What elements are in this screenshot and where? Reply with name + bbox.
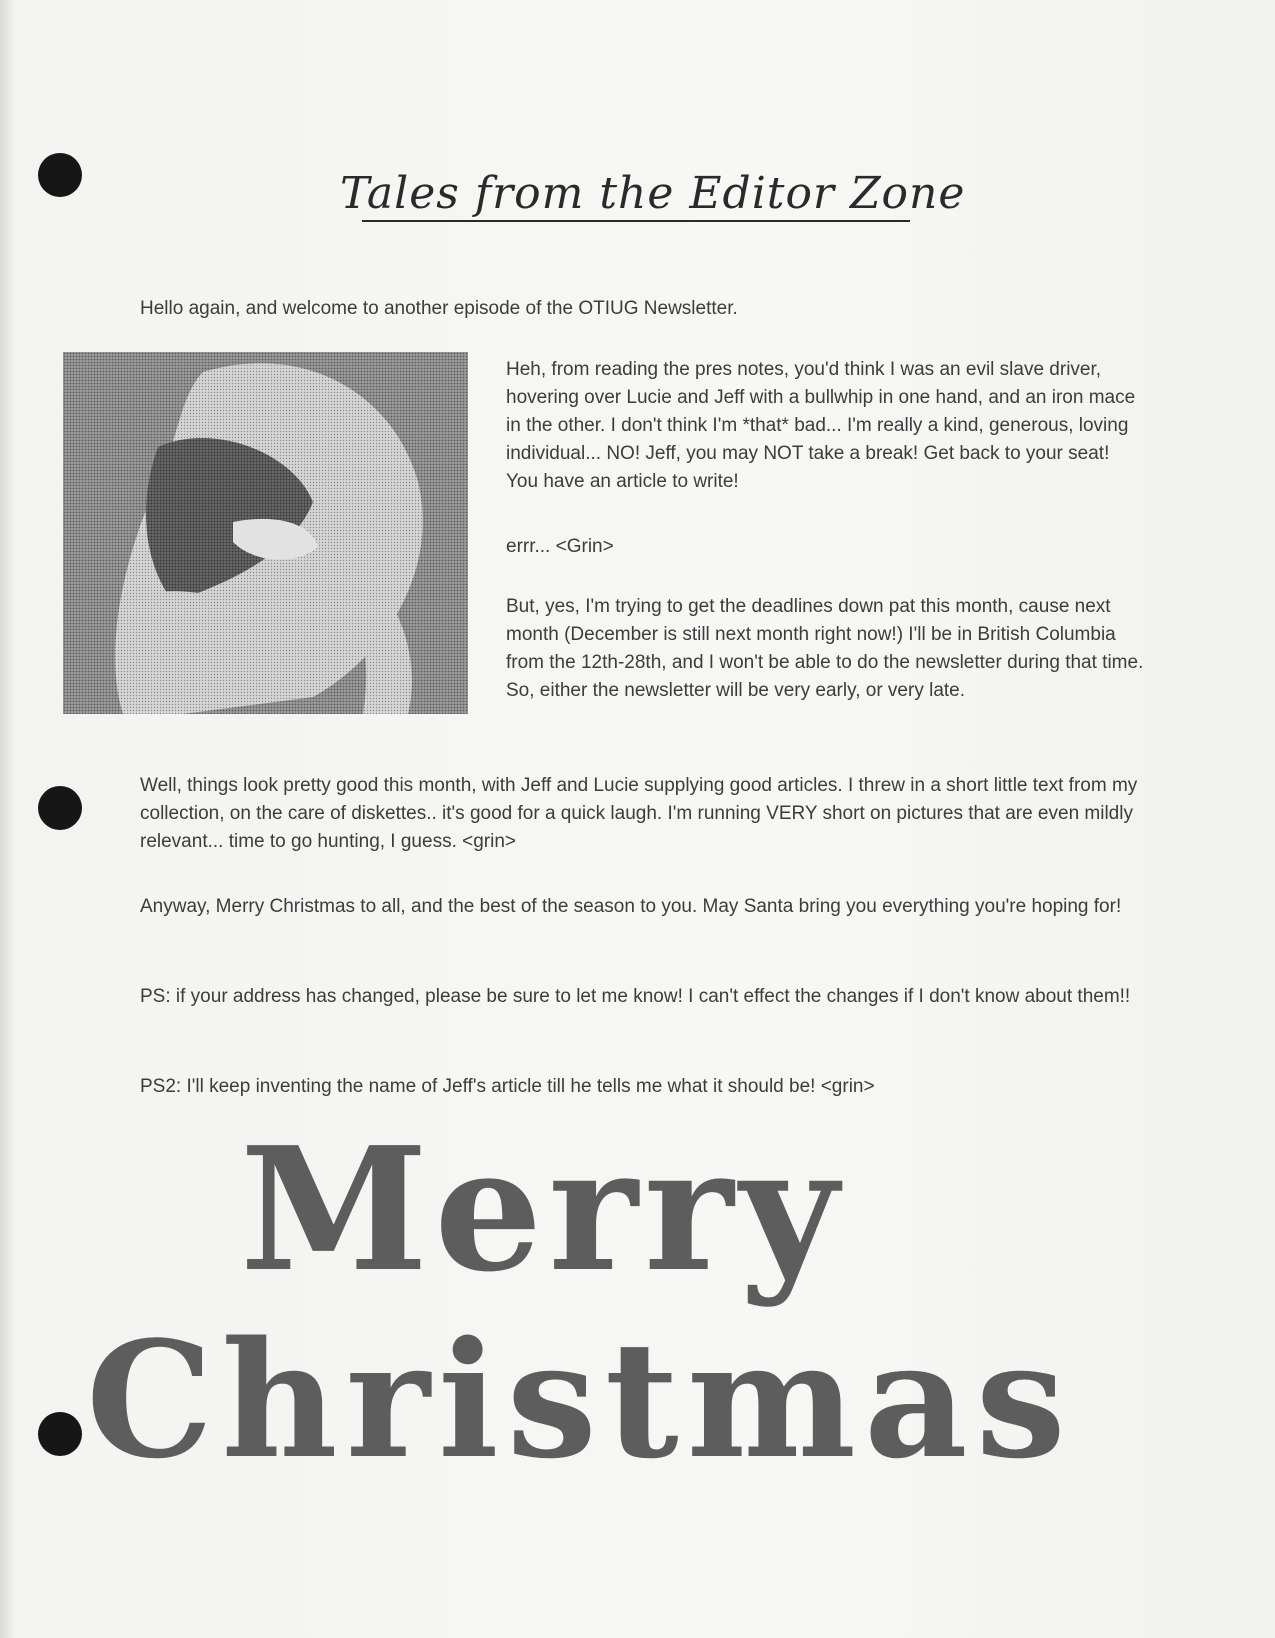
santa-laughing-photo	[63, 352, 468, 714]
santa-photo-illustration	[63, 352, 468, 714]
title-underline	[362, 220, 910, 222]
binder-hole-top	[38, 153, 82, 197]
body-paragraph-1: Well, things look pretty good this month, with Jeff and Lucie supplying good articles. I threw in a short little text from my collection, on the care of diskettes.. it's good for a quick laugh. I'm running VERY short on pictures that are even mildly relevant... time to go hunting, I guess. <grin>	[140, 775, 1138, 852]
binder-hole-bottom	[38, 1412, 82, 1456]
right-column-paragraph-2: errr... <Grin>	[506, 536, 614, 557]
binder-hole-middle	[38, 786, 82, 830]
greeting-merry: Merry	[240, 1110, 845, 1310]
body-paragraph-ps: PS: if your address has changed, please be sure to let me know! I can't effect the changes if I don't know about them!!	[140, 986, 1131, 1007]
right-column-paragraph-1: Heh, from reading the pres notes, you'd think I was an evil slave driver, hovering over Lucie and Jeff with a bullwhip in one hand, and an iron mace in the other. I don't think I'm *that* bad... I'm really a kind, generous, loving individual... NO! Jeff, you may NOT take a break! Get back to your seat! You have an article to write!	[506, 359, 1136, 492]
body-paragraph-2: Anyway, Merry Christmas to all, and the best of the season to you. May Santa bring you everything you're hoping for!	[140, 896, 1122, 917]
body-paragraph-ps2: PS2: I'll keep inventing the name of Jeff's article till he tells me what it should be! <grin>	[140, 1076, 875, 1097]
greeting-christmas: Christmas	[86, 1306, 1074, 1494]
right-column-paragraph-3: But, yes, I'm trying to get the deadlines down pat this month, cause next month (December is still next month right now!) I'll be in British Columbia from the 12th-28th, and I won't be able to do the newsletter during that time. So, either the newsletter will be very early, or very late.	[506, 596, 1144, 701]
page-title: Tales from the Editor Zone	[340, 168, 966, 219]
intro-paragraph: Hello again, and welcome to another episode of the OTIUG Newsletter.	[140, 298, 738, 319]
